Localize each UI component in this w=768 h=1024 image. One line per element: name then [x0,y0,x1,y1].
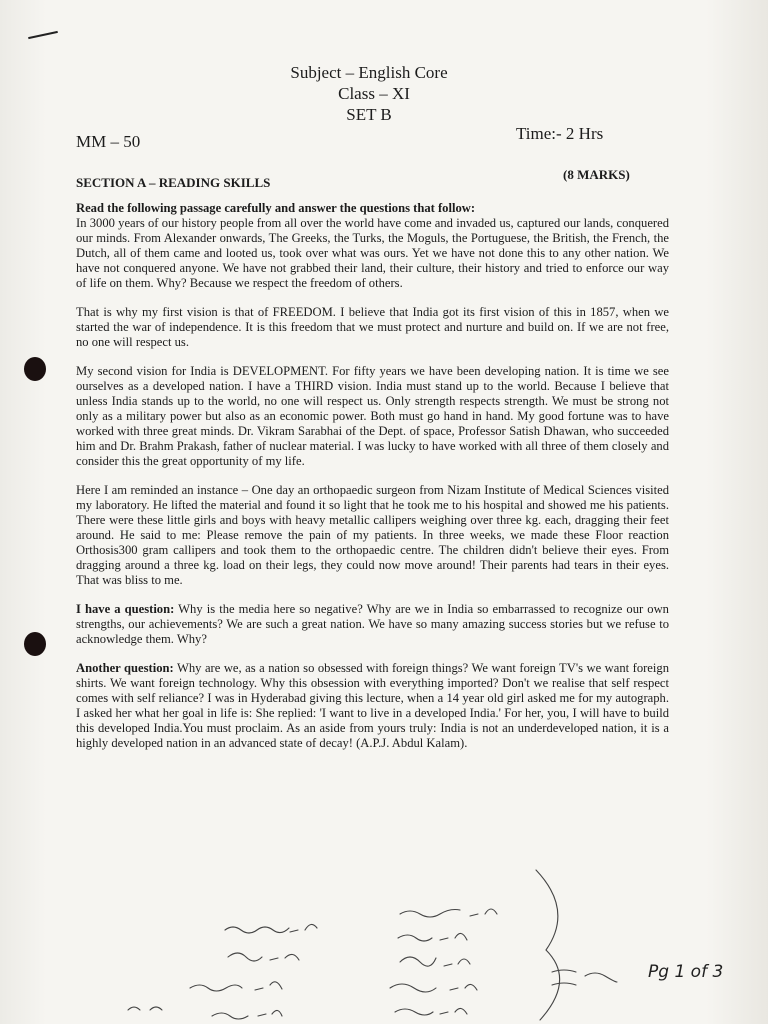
paragraph-6-text: Why are we, as a nation so obsessed with foreign things? We want foreign TV's we want foreign shirts. We want foreign technology. Why this obsession with everything imported? Don't we realise that self respect comes with self reliance? I was in Hyderabad giving this lecture, when a 14 year old girl asked me for my autograph. I asked her what her goal in life is: She replied: 'I want to live in a developed India.' For her, you, I will have to build this developed India.You must proclaim. As an aside from yours truly: India is not an underdeveloped nation, it is a highly developed nation in an advanced state of decay! (A.P.J. Abdul Kalam). [76,661,669,750]
paragraph-6 [76,661,669,751]
exam-time: Time:- 2 Hrs [516,124,604,143]
paragraph-5-lead: I have a question: [76,602,175,616]
section-title: SECTION A – READING SKILLS [76,175,271,190]
paragraph-5 [76,602,669,647]
exam-header [0,62,768,125]
page-number: Pg 1 of 3 [648,962,724,982]
paragraph-2: That is why my first vision is that of FREEDOM. I believe that India got its first vision of this in 1857, when we started the war of independence. It is this freedom that we must protect and nurture and build on. If we are not free, no one will respect us. [76,305,669,349]
paragraph-3: My second vision for India is DEVELOPMENT. For fifty years we have been developing nation. It is time we see ourselves as a developed nation. I have a THIRD vision. India must stand up to the world. Because I believe that unless India stands up to the world, no one will respect us. Only strength respects strength. We must be strong not only as a military power but also as an economic power. Both must go hand in hand. My good fortune was to have worked with three great minds. Dr. Vikram Sarabhai of the Dept. of space, Professor Satish Dhawan, who succeeded him and Dr. Brahm Prakash, father of nuclear material. I was lucky to have worked with all three of them closely and consider this the great opportunity of my life. [76,364,669,468]
paragraph-6-lead: Another question: [76,661,174,675]
paragraph-1: In 3000 years of our history people from all over the world have come and invaded us, captured our lands, conquered our minds. From Alexander onwards, The Greeks, the Turks, the Moguls, the Portuguese, the British, the French, the Dutch, all of them came and looted us, took over what was ours. Yet we have not done this to any other nation. We have not conquered anyone. We have not grabbed their land, their culture, their history and tried to enforce our way of life on them. Why? Because we respect the freedom of others. [76,216,669,290]
pen-mark [28,31,58,39]
paragraph-5-text: Why is the media here so negative? Why are we in India so embarrassed to recognize our own strengths, our achievements? We are such a great nation. We have so many amazing success stories but we refuse to acknowledge them. Why? [76,602,669,646]
instruction: Read the following passage carefully and answer the questions that follow: [76,201,476,215]
punch-hole-bottom [24,632,46,656]
class-line: Class – XI [338,84,410,103]
subject-line: Subject – English Core [290,63,448,82]
paragraph-4: Here I am reminded an instance – One day an orthopaedic surgeon from Nizam Institute of Medical Sciences visited my laboratory. He lifted the material and found it so light that he took me to his hospital and showed me his patients. There were these little girls and boys with heavy metallic callipers weighing over three kg. each, dragging their feet around. He said to me: Please remove the pain of my patients. In three weeks, we made these Floor reaction Orthosis300 gram callipers and took them to the orthopaedic centre. The children didn't believe their eyes. From dragging around a three kg. load on their legs, they could now move around! Their parents had tears in their eyes. That was bliss to me. [76,483,669,587]
punch-hole-top [24,357,46,381]
max-marks: MM – 50 [76,132,141,151]
reading-passage [76,201,669,765]
section-marks: (8 MARKS) [563,167,630,182]
set-line: SET B [346,105,392,124]
